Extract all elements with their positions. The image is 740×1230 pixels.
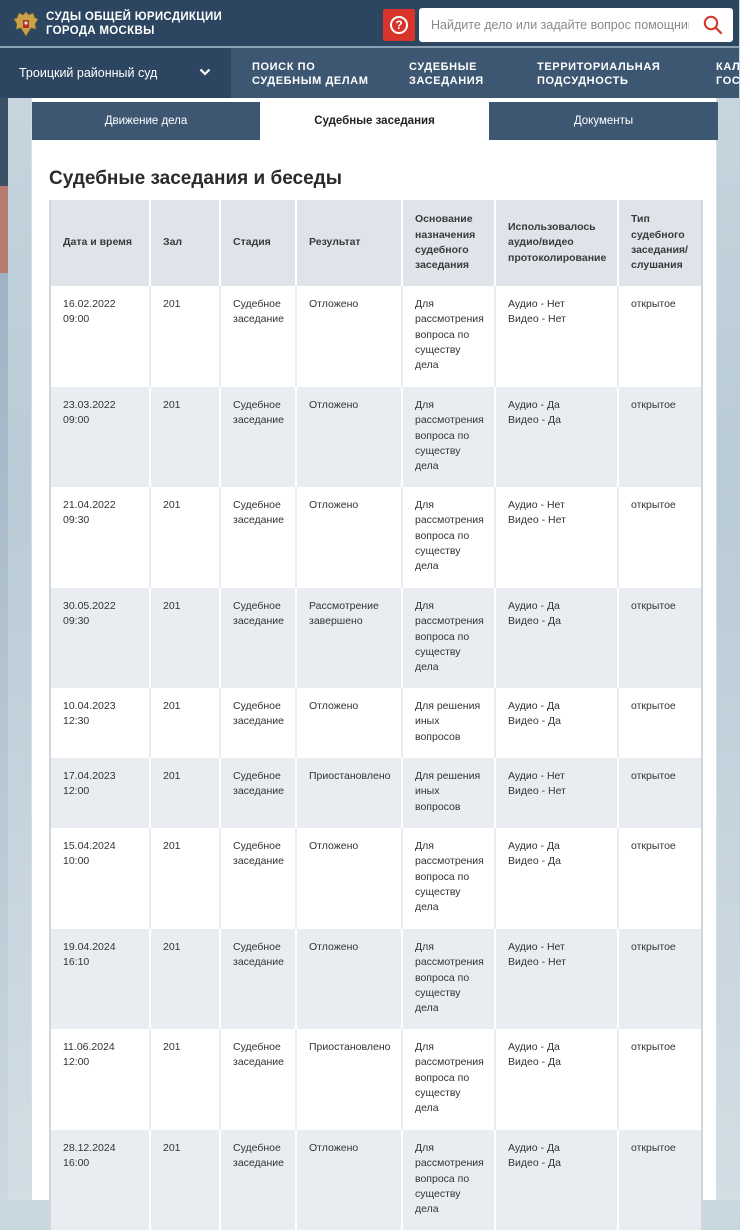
case-tabs xyxy=(32,102,718,140)
table-cell: открытое xyxy=(618,688,702,758)
table-cell: открытое xyxy=(618,286,702,387)
case-card xyxy=(31,98,717,1216)
main-nav xyxy=(0,48,739,98)
table-cell: открытое xyxy=(618,387,702,487)
table-row xyxy=(50,929,702,1029)
table-cell: Судебное заседание xyxy=(220,758,296,828)
table-cell: Судебное заседание xyxy=(220,1130,296,1230)
column-header: Основание назначения судебного заседания xyxy=(402,200,495,286)
table-cell: Для решения иных вопросов xyxy=(402,688,495,758)
site-header xyxy=(0,0,739,48)
tab-documents[interactable]: Документы xyxy=(489,102,718,140)
nav-item-case-search[interactable]: ПОИСК ПО СУДЕБНЫМ ДЕЛАМ xyxy=(252,61,369,87)
table-cell: 23.03.2022 09:00 xyxy=(50,387,150,487)
table-header-row xyxy=(50,200,702,286)
table-cell: Судебное заседание xyxy=(220,387,296,487)
table-cell: Для рассмотрения вопроса по существу дела xyxy=(402,588,495,688)
table-cell: 201 xyxy=(150,758,220,828)
chevron-down-icon xyxy=(199,67,211,77)
column-header: Использовалось аудио/видео протоколирование xyxy=(495,200,618,286)
table-cell: Аудио - Да Видео - Да xyxy=(495,1029,618,1130)
table-cell: Аудио - Да Видео - Да xyxy=(495,588,618,688)
table-row xyxy=(50,1130,702,1230)
column-header: Результат xyxy=(296,200,402,286)
table-cell: 201 xyxy=(150,1130,220,1230)
table-row xyxy=(50,487,702,588)
table-cell: Аудио - Да Видео - Да xyxy=(495,387,618,487)
table-cell: Для рассмотрения вопроса по существу дела xyxy=(402,487,495,588)
nav-item-calendar[interactable]: КАЛ ГОС xyxy=(716,61,740,87)
table-cell: Отложено xyxy=(296,487,402,588)
table-cell: 15.04.2024 10:00 xyxy=(50,828,150,929)
column-header: Дата и время xyxy=(50,200,150,286)
tab-hearings[interactable]: Судебные заседания xyxy=(260,102,489,140)
table-cell: Отложено xyxy=(296,286,402,387)
table-cell: Приостановлено xyxy=(296,1029,402,1130)
table-cell: 17.04.2023 12:00 xyxy=(50,758,150,828)
table-cell: Аудио - Нет Видео - Нет xyxy=(495,758,618,828)
table-cell: Для рассмотрения вопроса по существу дела xyxy=(402,286,495,387)
background-strip xyxy=(0,98,8,1200)
search-box xyxy=(419,8,733,42)
table-cell: 201 xyxy=(150,688,220,758)
hearings-table xyxy=(49,200,703,1230)
table-cell: 10.04.2023 12:30 xyxy=(50,688,150,758)
table-cell: Для решения иных вопросов xyxy=(402,758,495,828)
table-cell: Для рассмотрения вопроса по существу дела xyxy=(402,387,495,487)
table-cell: открытое xyxy=(618,1130,702,1230)
table-cell: открытое xyxy=(618,588,702,688)
table-cell: открытое xyxy=(618,487,702,588)
court-selector-label: Троицкий районный суд xyxy=(19,66,158,80)
table-row xyxy=(50,588,702,688)
coat-of-arms-icon xyxy=(13,10,39,38)
tab-case-movement[interactable]: Движение дела xyxy=(32,102,260,140)
table-cell: Для рассмотрения вопроса по существу дела xyxy=(402,929,495,1029)
table-cell: 201 xyxy=(150,487,220,588)
table-cell: 11.06.2024 12:00 xyxy=(50,1029,150,1130)
table-cell: Для рассмотрения вопроса по существу дела xyxy=(402,828,495,929)
column-header: Стадия xyxy=(220,200,296,286)
table-cell: Отложено xyxy=(296,688,402,758)
nav-item-hearings[interactable]: СУДЕБНЫЕ ЗАСЕДАНИЯ xyxy=(409,61,484,87)
table-cell: Судебное заседание xyxy=(220,286,296,387)
table-cell: 201 xyxy=(150,828,220,929)
table-cell: Аудио - Нет Видео - Нет xyxy=(495,929,618,1029)
table-cell: Аудио - Нет Видео - Нет xyxy=(495,487,618,588)
table-cell: Для рассмотрения вопроса по существу дела xyxy=(402,1029,495,1130)
column-header: Тип судебного заседания/ слушания xyxy=(618,200,702,286)
table-cell: Аудио - Да Видео - Да xyxy=(495,828,618,929)
table-cell: открытое xyxy=(618,929,702,1029)
table-cell: Отложено xyxy=(296,929,402,1029)
table-cell: Для рассмотрения вопроса по существу дела xyxy=(402,1130,495,1230)
court-selector[interactable] xyxy=(0,48,231,98)
table-cell: Аудио - Нет Видео - Нет xyxy=(495,286,618,387)
table-cell: Приостановлено xyxy=(296,758,402,828)
table-cell: Судебное заседание xyxy=(220,588,296,688)
table-cell: открытое xyxy=(618,758,702,828)
table-cell: 28.12.2024 16:00 xyxy=(50,1130,150,1230)
table-cell: 201 xyxy=(150,387,220,487)
search-input[interactable] xyxy=(419,8,689,42)
table-row xyxy=(50,387,702,487)
table-cell: Аудио - Да Видео - Да xyxy=(495,688,618,758)
table-cell: Отложено xyxy=(296,1130,402,1230)
table-row xyxy=(50,286,702,387)
table-cell: 201 xyxy=(150,588,220,688)
table-row xyxy=(50,758,702,828)
nav-item-jurisdiction[interactable]: ТЕРРИТОРИАЛЬНАЯ ПОДСУДНОСТЬ xyxy=(537,61,661,87)
table-row xyxy=(50,688,702,758)
table-cell: Судебное заседание xyxy=(220,929,296,1029)
table-cell: 30.05.2022 09:30 xyxy=(50,588,150,688)
table-cell: Рассмотрение завершено xyxy=(296,588,402,688)
table-cell: 19.04.2024 16:10 xyxy=(50,929,150,1029)
table-cell: 201 xyxy=(150,1029,220,1130)
page-title: Судебные заседания и беседы xyxy=(49,168,342,189)
table-cell: Судебное заседание xyxy=(220,487,296,588)
table-cell: Судебное заседание xyxy=(220,1029,296,1130)
search-icon[interactable] xyxy=(703,15,723,35)
table-cell: 201 xyxy=(150,929,220,1029)
table-cell: открытое xyxy=(618,1029,702,1130)
help-icon: ? xyxy=(390,16,408,34)
table-cell: Отложено xyxy=(296,387,402,487)
column-header: Зал xyxy=(150,200,220,286)
table-cell: Аудио - Да Видео - Да xyxy=(495,1130,618,1230)
table-cell: открытое xyxy=(618,828,702,929)
table-row xyxy=(50,828,702,929)
table-row xyxy=(50,1029,702,1130)
table-cell: Судебное заседание xyxy=(220,828,296,929)
table-cell: 201 xyxy=(150,286,220,387)
site-logo-text[interactable]: СУДЫ ОБЩЕЙ ЮРИСДИКЦИИ ГОРОДА МОСКВЫ xyxy=(46,11,223,37)
table-cell: 21.04.2022 09:30 xyxy=(50,487,150,588)
table-cell: Отложено xyxy=(296,828,402,929)
table-cell: Судебное заседание xyxy=(220,688,296,758)
table-cell: 16.02.2022 09:00 xyxy=(50,286,150,387)
help-button[interactable] xyxy=(383,9,415,41)
